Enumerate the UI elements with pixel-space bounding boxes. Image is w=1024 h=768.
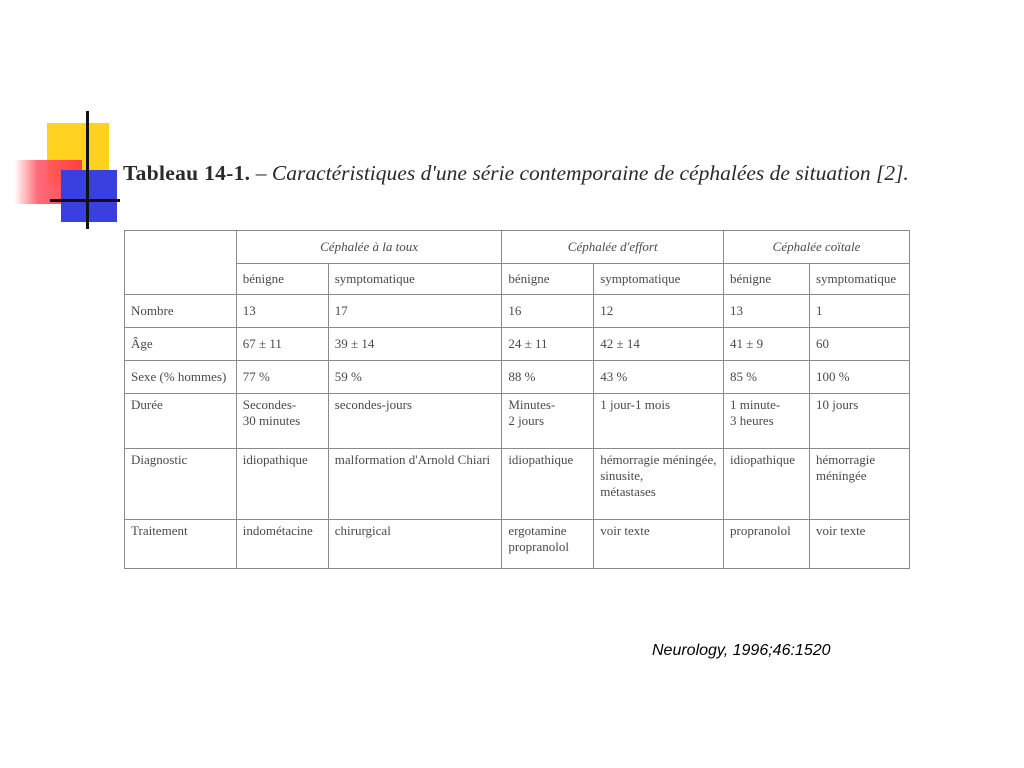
table-cell <box>502 328 594 361</box>
table-cell <box>236 328 328 361</box>
cell-text-line: 13 <box>730 303 744 318</box>
cell-text-line: voir texte <box>600 523 650 538</box>
cell-text-line: 67 ± 11 <box>242 336 282 351</box>
cell-text-line: 2 jours <box>508 413 545 428</box>
table-row <box>125 361 910 394</box>
table-cell <box>236 449 328 520</box>
table-cell <box>594 520 724 569</box>
cell-text-line: malformation d'Arnold Chiari <box>334 452 491 467</box>
table-row <box>125 394 910 449</box>
group-header-effort: Céphalée d'effort <box>502 231 724 264</box>
cell-text-line: Minutes- <box>508 397 556 412</box>
cell-text-line: 3 heures <box>730 413 774 428</box>
cell-text-line: secondes-jours <box>334 397 412 412</box>
table-cell <box>594 295 724 328</box>
cell-text-line: hémorragie <box>816 452 876 467</box>
ornament-blue-square <box>61 170 117 222</box>
table-cell <box>594 449 724 520</box>
cell-text-line: idiopathique <box>730 452 796 467</box>
row-label-cell: Sexe (% hommes) <box>125 361 237 394</box>
subheader-cell: bénigne <box>236 264 328 295</box>
ornament-vertical-line <box>86 111 89 229</box>
table-cell <box>724 520 810 569</box>
cell-text-line: ergotamine <box>508 523 567 538</box>
cell-text-line: 88 % <box>508 369 536 384</box>
group-header-coital: Céphalée coïtale <box>724 231 910 264</box>
group-header-cough: Céphalée à la toux <box>236 231 502 264</box>
table-cell <box>594 328 724 361</box>
citation-text: Neurology, 1996;46:1520 <box>652 642 831 659</box>
cell-text-line: 85 % <box>730 369 758 384</box>
cell-text-line: voir texte <box>816 523 866 538</box>
table-cell <box>328 449 502 520</box>
table-cell <box>810 449 910 520</box>
table-title <box>123 160 913 186</box>
table-cell <box>594 394 724 449</box>
corner-ornament <box>0 0 130 240</box>
table-cell <box>502 295 594 328</box>
table-cell <box>724 295 810 328</box>
cell-text-line: sinusite, <box>600 468 644 483</box>
cell-text-line: indométacine <box>242 523 313 538</box>
row-label-cell: Nombre <box>125 295 237 328</box>
table-cell <box>236 295 328 328</box>
cell-text-line: 41 ± 9 <box>730 336 764 351</box>
table-cell <box>724 361 810 394</box>
subheader-cell: bénigne <box>724 264 810 295</box>
cell-text-line: propranolol <box>508 539 569 554</box>
cell-text-line: Secondes- <box>242 397 297 412</box>
subheader-cell: bénigne <box>502 264 594 295</box>
table-cell <box>594 361 724 394</box>
subheader-cell: symptomatique <box>810 264 910 295</box>
table-cell <box>724 394 810 449</box>
table-cell <box>236 394 328 449</box>
row-label-cell: Durée <box>125 394 237 449</box>
table-cell <box>502 361 594 394</box>
table-title-dash: – <box>255 161 267 185</box>
table-row <box>125 328 910 361</box>
table-cell <box>810 520 910 569</box>
data-table <box>124 230 910 569</box>
cell-text-line: 42 ± 14 <box>600 336 640 351</box>
cell-text-line: 1 jour-1 mois <box>600 397 671 412</box>
row-label-cell: Traitement <box>125 520 237 569</box>
table-cell <box>236 520 328 569</box>
subheader-cell: symptomatique <box>328 264 502 295</box>
cell-text-line: 13 <box>242 303 256 318</box>
table-corner-cell <box>125 231 237 295</box>
table-row <box>125 520 910 569</box>
table-cell <box>502 449 594 520</box>
cell-text-line: 43 % <box>600 369 628 384</box>
table-subheader-row <box>125 264 910 295</box>
table-title-caption: Caractéristiques d'une série contemporaine de céphalées de situation [2]. <box>271 161 909 185</box>
cell-text-line: 59 % <box>334 369 362 384</box>
cell-text-line: 12 <box>600 303 614 318</box>
cell-text-line: propranolol <box>730 523 791 538</box>
subheader-cell: symptomatique <box>594 264 724 295</box>
table-title-label: Tableau 14-1. <box>123 161 251 185</box>
cell-text-line: 30 minutes <box>242 413 301 428</box>
cell-text-line: 10 jours <box>816 397 859 412</box>
table-row <box>125 449 910 520</box>
table-cell <box>502 520 594 569</box>
table-cell <box>810 361 910 394</box>
table-cell <box>328 328 502 361</box>
cell-text-line: idiopathique <box>508 452 574 467</box>
cell-text-line: 1 <box>816 303 823 318</box>
table-cell <box>810 328 910 361</box>
table-cell <box>724 449 810 520</box>
cell-text-line: 16 <box>508 303 522 318</box>
table-cell <box>328 361 502 394</box>
table-body <box>125 295 910 569</box>
cell-text-line: 17 <box>334 303 348 318</box>
row-label-cell: Âge <box>125 328 237 361</box>
table-group-header-row <box>125 231 910 264</box>
table-cell <box>328 520 502 569</box>
row-label-cell: Diagnostic <box>125 449 237 520</box>
cell-text-line: 77 % <box>242 369 270 384</box>
cell-text-line: méningée <box>816 468 867 483</box>
table-cell <box>328 394 502 449</box>
cell-text-line: 1 minute- <box>730 397 781 412</box>
ornament-horizontal-line <box>50 199 120 202</box>
table-cell <box>328 295 502 328</box>
cell-text-line: chirurgical <box>334 523 391 538</box>
cell-text-line: 100 % <box>816 369 850 384</box>
cell-text-line: idiopathique <box>242 452 308 467</box>
cell-text-line: hémorragie méningée, <box>600 452 717 467</box>
cell-text-line: 39 ± 14 <box>334 336 375 351</box>
table-row <box>125 295 910 328</box>
cell-text-line: 24 ± 11 <box>508 336 548 351</box>
table-cell <box>502 394 594 449</box>
table-cell <box>810 394 910 449</box>
cell-text-line: 60 <box>816 336 829 351</box>
table-cell <box>724 328 810 361</box>
cell-text-line: métastases <box>600 484 656 499</box>
table-cell <box>236 361 328 394</box>
table-cell <box>810 295 910 328</box>
